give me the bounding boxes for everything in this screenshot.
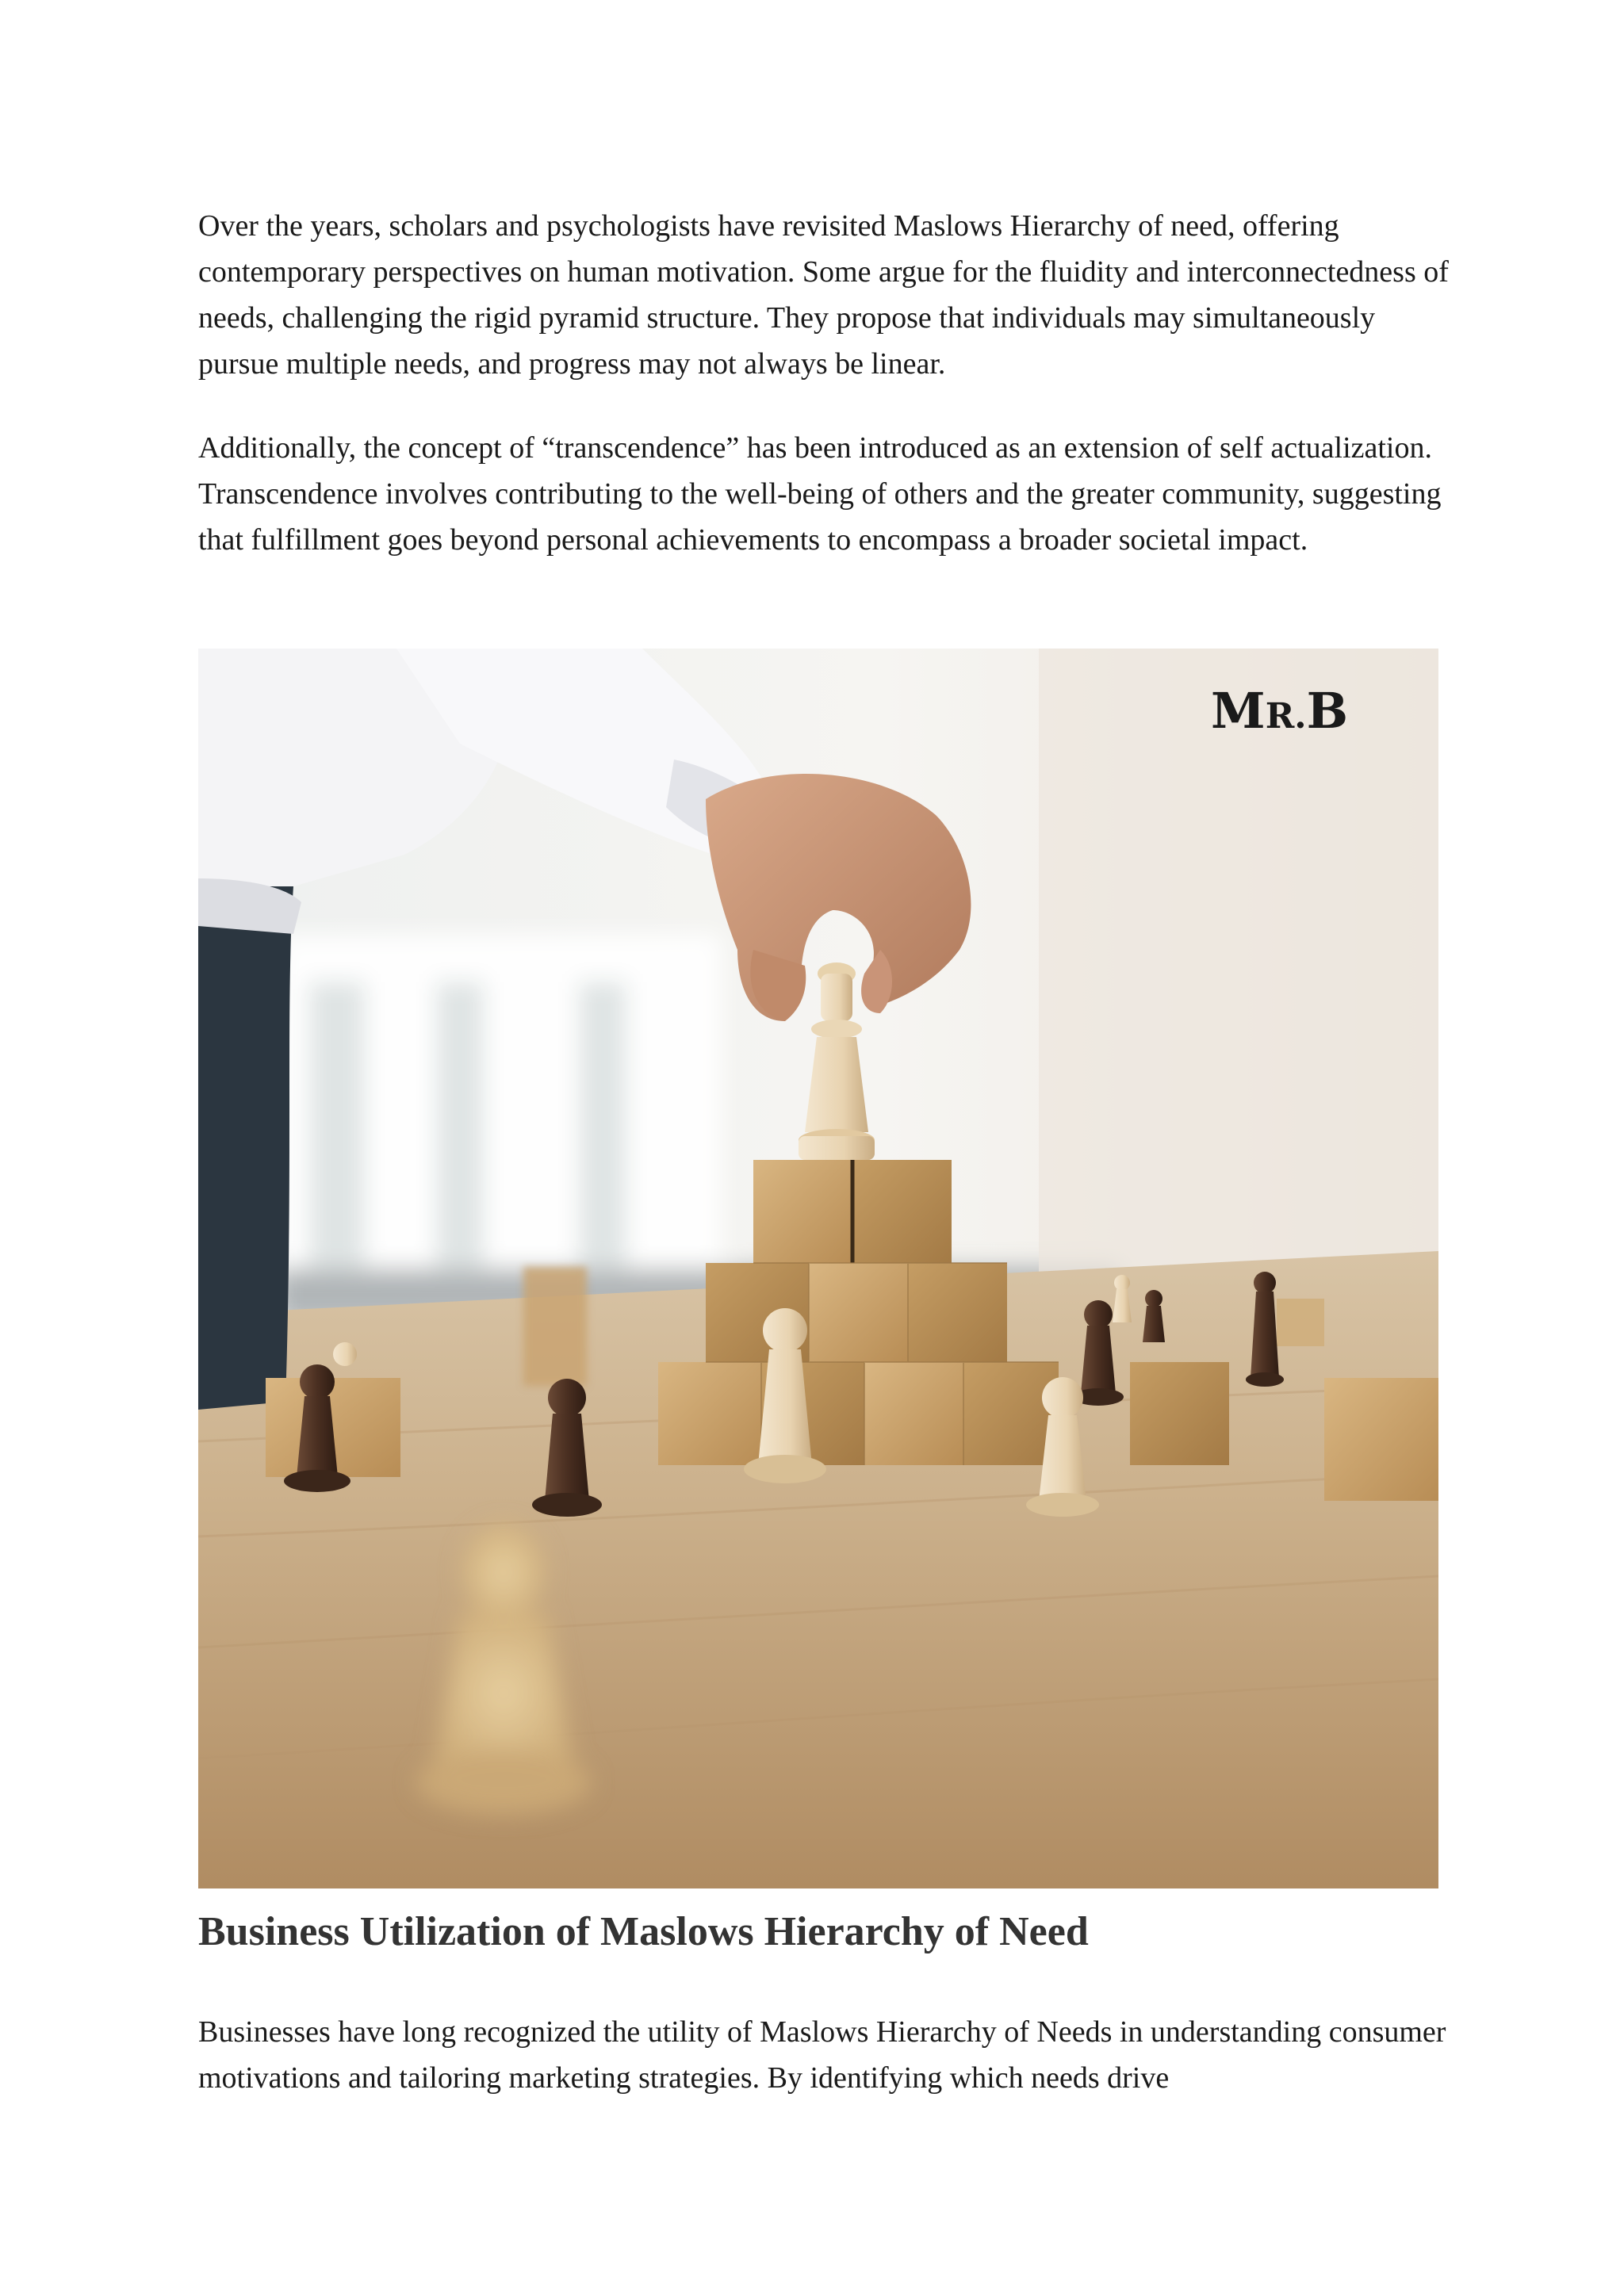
- paragraph-business-utilization: Businesses have long recognized the utility of Maslows Hierarchy of Needs in understanding consumer motivations and tailoring marketing strategies. By identifying which needs drive: [198, 2015, 1446, 2095]
- paragraph-revisited-hierarchy: Over the years, scholars and psychologists have revisited Maslows Hierarchy of need, offering contemporary perspectives on human motivation. Some argue for the fluidity and interconnectedness of needs, challenging the rigid pyramid structure. They propose that individuals may simultaneously pursue multiple needs, and progress may not always be linear.: [198, 209, 1449, 381]
- paragraph-transcendence: Additionally, the concept of “transcendence” has been introduced as an extension of self actualization. Transcendence involves contributing to the well-being of others and the greater community, suggesting that fulfillment goes beyond personal achievements to encompass a broader societal impact.: [198, 431, 1442, 557]
- chess-pyramid-photo: [198, 649, 1438, 1888]
- section-heading-business-utilization: Business Utilization of Maslows Hierarchy of Need: [198, 1909, 1089, 1954]
- svg-text:MR.B: MR.B: [1211, 682, 1348, 740]
